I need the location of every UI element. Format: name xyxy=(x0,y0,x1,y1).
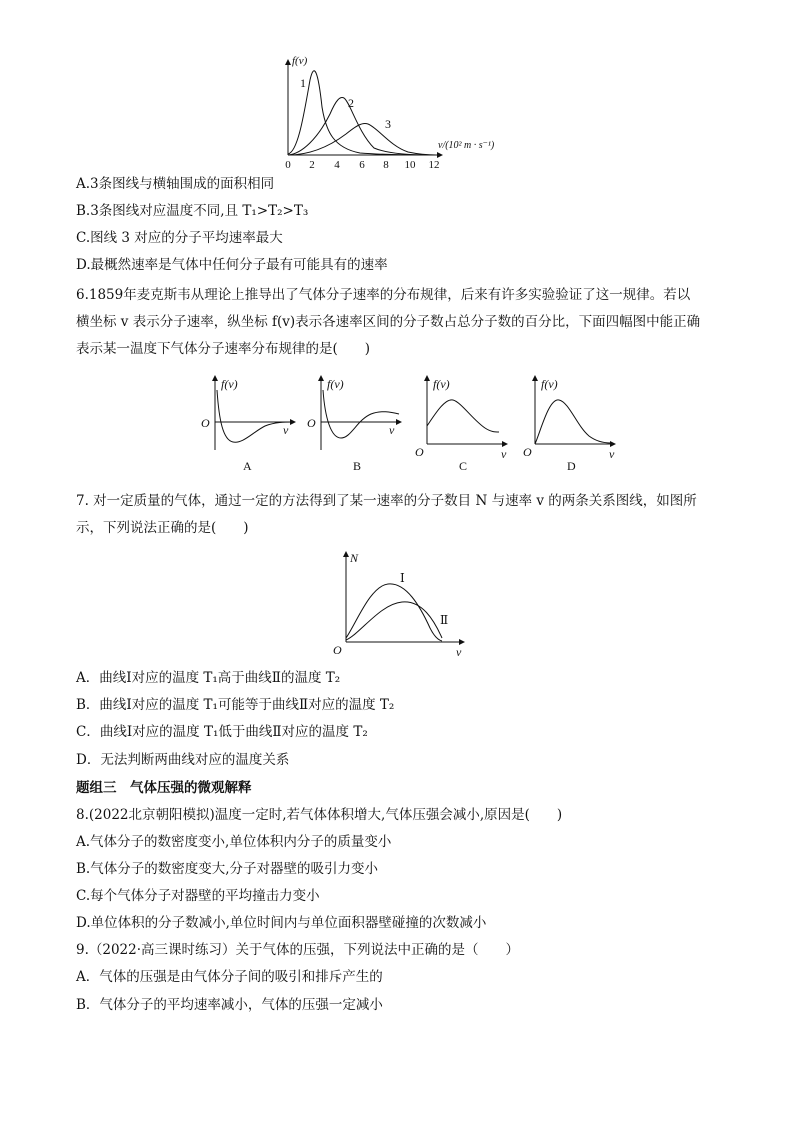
q9-option-a: A．气体的压强是由气体分子间的吸引和排斥产生的 xyxy=(76,969,383,985)
q7-option-a: A．曲线Ⅰ对应的温度 T₁高于曲线Ⅱ的温度 T₂ xyxy=(76,670,341,686)
q6-stem-line-1: 6.1859年麦克斯韦从理论上推导出了气体分子速率的分布规律，后来有许多实验验证了这一规律。若以 xyxy=(76,287,691,303)
graph-a xyxy=(201,376,295,473)
graph-d-ylabel: f(v) xyxy=(541,377,558,391)
speed-distribution-figure xyxy=(270,52,520,172)
curve-label-I: Ⅰ xyxy=(400,571,405,585)
q7-xlabel: v xyxy=(456,645,462,658)
graph-a-ylabel: f(v) xyxy=(221,377,238,391)
tick-12: 12 xyxy=(428,159,440,171)
q7-origin: O xyxy=(333,643,342,657)
curve-label-3: 3 xyxy=(385,117,391,131)
tick-8: 8 xyxy=(383,159,389,171)
q9-option-b: B．气体分子的平均速率减小，气体的压强一定减小 xyxy=(76,997,383,1013)
curve-I xyxy=(346,584,442,641)
q5-option-b: B.3条图线对应温度不同,且 T₁>T₂>T₃ xyxy=(76,203,309,219)
graph-a-origin: O xyxy=(201,416,210,430)
curve-II xyxy=(346,602,442,640)
y-axis-label: f(v) xyxy=(292,55,308,67)
q7-option-d: D．无法判断两曲线对应的温度关系 xyxy=(76,752,290,768)
graph-c-label: C xyxy=(459,459,468,473)
q7-ylabel: N xyxy=(350,551,359,565)
graph-a-label: A xyxy=(243,459,252,473)
tick-4: 4 xyxy=(334,159,340,171)
graph-c-origin: O xyxy=(415,445,424,459)
section-3-title: 题组三 气体压强的微观解释 xyxy=(76,780,252,796)
q8-option-a: A.气体分子的数密度变小,单位体积内分子的质量变小 xyxy=(76,834,392,850)
graph-d-xlabel: v xyxy=(609,447,615,461)
q8-stem: 8.(2022北京朝阳模拟)温度一定时,若气体体积增大,气体压强会减小,原因是( ) xyxy=(76,807,563,823)
q7-option-c: C．曲线Ⅰ对应的温度 T₁低于曲线Ⅱ对应的温度 T₂ xyxy=(76,724,368,740)
q5-option-a: A.3条图线与横轴围成的面积相同 xyxy=(76,176,275,192)
q9-stem: 9.（2022·高三课时练习）关于气体的压强，下列说法中正确的是（ ） xyxy=(76,942,520,958)
curve-2 xyxy=(288,98,430,155)
graph-a-xlabel: v xyxy=(283,423,289,437)
graph-c-xlabel: v xyxy=(501,447,507,461)
tick-6: 6 xyxy=(359,159,365,171)
graph-b xyxy=(307,376,401,473)
graph-a-curve xyxy=(217,390,293,442)
graph-b-xlabel: v xyxy=(389,423,395,437)
tick-2: 2 xyxy=(309,159,315,171)
curve-label-1: 1 xyxy=(300,76,306,90)
q6-stem-line-2: 横坐标 v 表示分子速率，纵坐标 f(v)表示各速率区间的分子数占总分子数的百分比，下面四幅图中能正确 xyxy=(76,314,701,330)
curve-label-2: 2 xyxy=(348,96,354,110)
q8-option-c: C.每个气体分子对器壁的平均撞击力变小 xyxy=(76,888,320,904)
graph-d-label: D xyxy=(567,459,576,473)
graph-d-curve xyxy=(535,400,611,444)
q6-stem-line-3: 表示某一温度下气体分子速率分布规律的是( ) xyxy=(76,341,371,357)
graph-c-curve xyxy=(427,400,499,432)
q7-stem-line-2: 示，下列说法正确的是( ) xyxy=(76,520,249,536)
q5-option-d: D.最概然速率是气体中任何分子最有可能具有的速率 xyxy=(76,257,388,273)
q6-graphs xyxy=(195,370,635,480)
q5-option-c: C.图线 3 对应的分子平均速率最大 xyxy=(76,230,283,246)
tick-0: 0 xyxy=(285,159,291,171)
graph-d xyxy=(523,376,615,473)
curve-label-II: Ⅱ xyxy=(440,613,449,627)
graph-c-ylabel: f(v) xyxy=(433,377,450,391)
graph-b-label: B xyxy=(353,459,362,473)
graph-b-ylabel: f(v) xyxy=(327,377,344,391)
q7-figure xyxy=(330,548,480,658)
curve-1 xyxy=(288,71,430,155)
tick-10: 10 xyxy=(404,159,416,171)
x-ticks xyxy=(285,159,439,171)
q8-option-d: D.单位体积的分子数减小,单位时间内与单位面积器壁碰撞的次数减小 xyxy=(76,915,487,931)
q8-option-b: B.气体分子的数密度变大,分子对器壁的吸引力变小 xyxy=(76,861,379,877)
graph-d-origin: O xyxy=(523,445,532,459)
x-axis-label: v/(10² m · s⁻¹) xyxy=(438,140,495,151)
q7-stem-line-1: 7. 对一定质量的气体，通过一定的方法得到了某一速率的分子数目 N 与速率 v 的两条关系图线，如图所 xyxy=(76,493,697,509)
curve-3 xyxy=(288,123,436,155)
graph-b-curve xyxy=(323,390,399,438)
q7-option-b: B．曲线Ⅰ对应的温度 T₁可能等于曲线Ⅱ对应的温度 T₂ xyxy=(76,697,395,713)
graph-b-origin: O xyxy=(307,416,316,430)
graph-c xyxy=(415,376,507,473)
